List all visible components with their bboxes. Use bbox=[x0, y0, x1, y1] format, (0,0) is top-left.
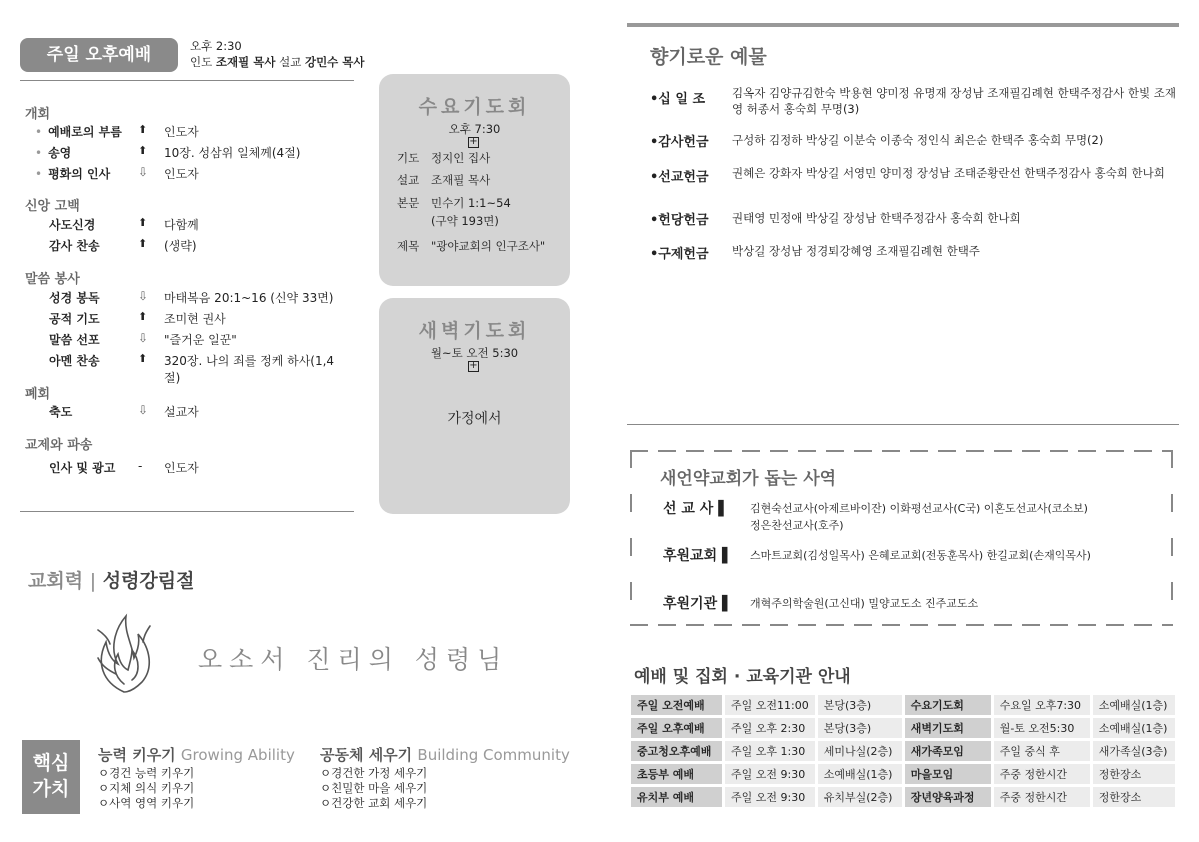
table-cell: 주일 오전 9:30 bbox=[725, 787, 815, 807]
sit-down-icon: ⇩ bbox=[138, 403, 149, 417]
worship-order-label: 예배로의 부름 bbox=[48, 125, 122, 139]
list-item: ㅇ사역 영역 키우기 bbox=[98, 796, 195, 810]
table-cell: 본당(3층) bbox=[818, 718, 902, 738]
missions-title: 새언약교회가 돕는 사역 bbox=[660, 469, 837, 489]
offering-mission-label: •선교헌금 bbox=[650, 170, 709, 185]
offering-mission-names: 권혜은 강화자 박상길 서영민 양미정 장성남 조태준황란선 한택주정감사 홍숙희 한나희 bbox=[732, 166, 1165, 180]
worship-order-desc: 인도자 bbox=[164, 167, 199, 181]
table-cell: 주일 오후 2:30 bbox=[725, 718, 815, 738]
worship-order-row bbox=[30, 165, 350, 183]
worship-order-row bbox=[30, 310, 350, 328]
offering-building-names: 권태영 민정애 박상길 장성남 한택주정감사 홍숙희 한나희 bbox=[732, 211, 1021, 225]
worship-order-label: 감사 찬송 bbox=[49, 239, 100, 253]
table-cell: 소예배실(1층) bbox=[1093, 718, 1175, 738]
growing-ability-heading bbox=[98, 744, 295, 765]
offering-thanks-names: 구성하 김정하 박상길 이분숙 이종숙 정인식 최은순 한택주 홍숙희 무명(2) bbox=[732, 133, 1104, 147]
plus-square-icon: + bbox=[469, 360, 478, 371]
stand-up-icon: ⬆ bbox=[138, 123, 148, 136]
list-item: ㅇ경건 능력 키우기 bbox=[98, 766, 195, 780]
worship-order-desc: 10장. 성삼위 일체께(4절) bbox=[164, 146, 301, 160]
leader-label: 인도 bbox=[190, 55, 213, 69]
offering-relief-names: 박상길 장성남 정경퇴강혜영 조재필김례현 한택주 bbox=[732, 244, 980, 258]
table-cell: 장년양육과정 bbox=[905, 787, 991, 807]
core-values-badge bbox=[22, 740, 80, 814]
worship-order-desc: 320장. 나의 죄를 정케 하사(1,4절) bbox=[164, 354, 335, 385]
table-cell: 본당(3층) bbox=[818, 695, 902, 715]
table-cell: 주중 정한시간 bbox=[994, 787, 1090, 807]
calendar-motto: 오소서 진리의 성령님 bbox=[198, 645, 509, 674]
list-item: ㅇ경건한 가정 세우기 bbox=[320, 766, 428, 780]
wed-pray-value: 정지인 집사 bbox=[431, 151, 491, 165]
supported-churches-list: 스마트교회(김성일목사) 은혜로교회(전동훈목사) 한길교회(손재익목사) bbox=[750, 549, 1091, 562]
bullet-icon: • bbox=[35, 146, 43, 160]
table-cell: 유치부실(2층) bbox=[818, 787, 902, 807]
stand-up-icon: ⬆ bbox=[138, 144, 148, 157]
worship-order-row bbox=[30, 403, 350, 421]
list-item: ㅇ건강한 교회 세우기 bbox=[320, 796, 428, 810]
offering-building-label: •헌당헌금 bbox=[650, 213, 709, 228]
sit-down-icon: ⇩ bbox=[138, 165, 149, 179]
missionaries-line-2: 정은찬선교사(호주) bbox=[750, 519, 844, 532]
worship-order-desc: 인도자 bbox=[164, 125, 199, 139]
table-cell: 새가족실(3층) bbox=[1093, 741, 1175, 761]
worship-order-desc: (생략) bbox=[164, 239, 197, 253]
list-item: ㅇ친밀한 마을 세우기 bbox=[320, 781, 428, 795]
offering-relief-label: •구제헌금 bbox=[650, 247, 709, 262]
table-cell: 초등부 예배 bbox=[631, 764, 722, 784]
worship-order-row bbox=[30, 237, 350, 255]
core-label-2: 가치 bbox=[32, 778, 70, 800]
calendar-name: 성령강림절 bbox=[102, 570, 195, 592]
worship-order-row bbox=[30, 352, 350, 385]
wed-sermon-value: 조재필 목사 bbox=[431, 173, 491, 187]
list-item: ㅇ지체 의식 키우기 bbox=[98, 781, 195, 795]
worship-order-label: 축도 bbox=[49, 405, 73, 419]
worship-order-row bbox=[30, 216, 350, 234]
dash-mark: - bbox=[138, 459, 143, 473]
worship-order-label: 송영 bbox=[48, 146, 72, 160]
dawn-place: 가정에서 bbox=[447, 411, 502, 427]
bullet-icon: • bbox=[35, 167, 43, 181]
worship-order-desc: 조미현 권사 bbox=[164, 312, 226, 326]
missionaries-list bbox=[750, 500, 1088, 534]
worship-order-desc: "즐거운 일꾼" bbox=[164, 333, 237, 347]
dawn-time: 월~토 오전 5:30 bbox=[430, 346, 519, 360]
worship-order-row bbox=[30, 459, 350, 477]
stand-up-icon: ⬆ bbox=[138, 352, 148, 365]
table-row bbox=[631, 695, 1175, 715]
section-closing: 폐회 bbox=[25, 387, 51, 402]
wed-topic-label: 제목 bbox=[397, 239, 420, 253]
preacher-name: 강민수 목사 bbox=[304, 55, 365, 69]
growing-ability-list bbox=[98, 766, 194, 811]
table-row bbox=[631, 787, 1175, 807]
stand-up-icon: ⬆ bbox=[138, 237, 148, 250]
growing-ability-ko: 능력 키우기 bbox=[98, 746, 176, 764]
calendar-bar: | bbox=[89, 570, 97, 592]
supported-orgs-list: 개혁주의학술원(고신대) 밀양교도소 진주교도소 bbox=[750, 597, 979, 610]
missionaries-label: 선 교 사 ▌ bbox=[663, 501, 729, 517]
dawn-title: 새벽기도회 bbox=[418, 320, 531, 342]
section-fellowship: 교제와 파송 bbox=[25, 438, 93, 453]
worship-order-label: 평화의 인사 bbox=[48, 167, 111, 181]
table-cell: 수요기도회 bbox=[905, 695, 991, 715]
worship-order-label: 인사 및 광고 bbox=[49, 461, 116, 475]
wednesday-prayer-box bbox=[379, 74, 570, 286]
church-calendar-title bbox=[28, 566, 195, 593]
table-cell: 주일 오전11:00 bbox=[725, 695, 815, 715]
worship-order-label: 사도신경 bbox=[49, 218, 96, 232]
service-title: 주일 오후예배 bbox=[20, 38, 178, 72]
table-cell: 주일 오후예배 bbox=[631, 718, 722, 738]
section-opening: 개회 bbox=[25, 107, 51, 122]
dove-flame-icon bbox=[88, 612, 160, 696]
sit-down-icon: ⇩ bbox=[138, 331, 149, 345]
table-cell: 새벽기도회 bbox=[905, 718, 991, 738]
table-cell: 수요일 오후7:30 bbox=[994, 695, 1090, 715]
wed-sermon-label: 설교 bbox=[397, 173, 420, 187]
worship-order-row bbox=[30, 331, 350, 349]
divider bbox=[627, 424, 1179, 425]
preacher-label: 설교 bbox=[279, 55, 302, 69]
wednesday-title: 수요기도회 bbox=[418, 96, 531, 118]
dawn-prayer-box bbox=[379, 298, 570, 514]
bullet-icon: • bbox=[35, 125, 43, 139]
worship-order-label: 아멘 찬송 bbox=[49, 354, 100, 368]
table-cell: 정한장소 bbox=[1093, 787, 1175, 807]
service-time: 오후 2:30 bbox=[190, 39, 242, 53]
worship-order-desc: 인도자 bbox=[164, 461, 199, 475]
leader-name: 조재필 목사 bbox=[215, 55, 276, 69]
table-cell: 마을모임 bbox=[905, 764, 991, 784]
worship-order-desc: 설교자 bbox=[164, 405, 199, 419]
table-cell: 주일 중식 후 bbox=[994, 741, 1090, 761]
building-community-en: Building Community bbox=[417, 746, 570, 764]
core-label-1: 핵심 bbox=[32, 752, 70, 774]
table-cell: 유치부 예배 bbox=[631, 787, 722, 807]
plus-square-icon: + bbox=[469, 136, 478, 147]
table-cell: 소예배실(1층) bbox=[1093, 695, 1175, 715]
stand-up-icon: ⬆ bbox=[138, 216, 148, 229]
building-community-list bbox=[320, 766, 427, 811]
worship-order-label: 성경 봉독 bbox=[49, 291, 100, 305]
worship-order-label: 공적 기도 bbox=[49, 312, 100, 326]
wed-text-value: 민수기 1:1~54 bbox=[431, 196, 511, 210]
offering-thanks-label: •감사헌금 bbox=[650, 135, 709, 150]
schedule-guide-title: 예배 및 집회 · 교육기관 안내 bbox=[634, 667, 851, 687]
wed-pray-label: 기도 bbox=[397, 151, 420, 165]
divider bbox=[20, 80, 354, 81]
table-cell: 세미나실(2층) bbox=[818, 741, 902, 761]
worship-order-label: 말씀 선포 bbox=[49, 333, 100, 347]
wed-text-label: 본문 bbox=[397, 196, 420, 210]
building-community-ko: 공동체 세우기 bbox=[320, 746, 413, 764]
worship-order-row bbox=[30, 123, 350, 141]
missionaries-line-1: 김현숙선교사(아제르바이잔) 이화평선교사(C국) 이혼도선교사(코소보) bbox=[750, 502, 1088, 515]
sit-down-icon: ⇩ bbox=[138, 289, 149, 303]
table-cell: 소예배실(1층) bbox=[818, 764, 902, 784]
calendar-prefix: 교회력 bbox=[28, 570, 84, 592]
worship-order-desc: 다함께 bbox=[164, 218, 199, 232]
table-cell: 주일 오후 1:30 bbox=[725, 741, 815, 761]
table-cell: 월-토 오전5:30 bbox=[994, 718, 1090, 738]
divider bbox=[20, 511, 354, 512]
table-row bbox=[631, 718, 1175, 738]
table-cell: 중고청오후예배 bbox=[631, 741, 722, 761]
section-word: 말씀 봉사 bbox=[25, 272, 80, 287]
wed-topic-value: "광야교회의 인구조사" bbox=[431, 239, 546, 253]
offering-tithe-label: •십 일 조 bbox=[650, 92, 706, 107]
wed-text-page: (구약 193면) bbox=[431, 214, 499, 228]
divider bbox=[627, 23, 1179, 27]
stand-up-icon: ⬆ bbox=[138, 310, 148, 323]
table-cell: 주일 오전예배 bbox=[631, 695, 722, 715]
schedule-table bbox=[628, 692, 1178, 810]
offering-title: 향기로운 예물 bbox=[650, 46, 767, 68]
table-row bbox=[631, 764, 1175, 784]
building-community-heading bbox=[320, 744, 570, 765]
growing-ability-en: Growing Ability bbox=[180, 746, 295, 764]
section-confession: 신앙 고백 bbox=[25, 199, 80, 214]
table-cell: 주일 오전 9:30 bbox=[725, 764, 815, 784]
table-cell: 정한장소 bbox=[1093, 764, 1175, 784]
worship-order-desc: 마태복음 20:1~16 (신약 33면) bbox=[164, 291, 334, 305]
offering-tithe-names: 김옥자 김양규김한숙 박용현 양미정 유명재 장성남 조재필김례현 한택주정감사 한빛 조재영 허종서 홍숙희 무명(3) bbox=[732, 86, 1176, 116]
worship-order-row bbox=[30, 144, 350, 162]
supported-orgs-label: 후원기관 ▌ bbox=[663, 596, 733, 612]
wednesday-time: 오후 7:30 bbox=[448, 122, 501, 136]
service-info bbox=[190, 38, 365, 70]
table-cell: 주중 정한시간 bbox=[994, 764, 1090, 784]
supported-churches-label: 후원교회 ▌ bbox=[663, 548, 733, 564]
table-cell: 새가족모임 bbox=[905, 741, 991, 761]
table-row bbox=[631, 741, 1175, 761]
worship-order-row bbox=[30, 289, 350, 307]
